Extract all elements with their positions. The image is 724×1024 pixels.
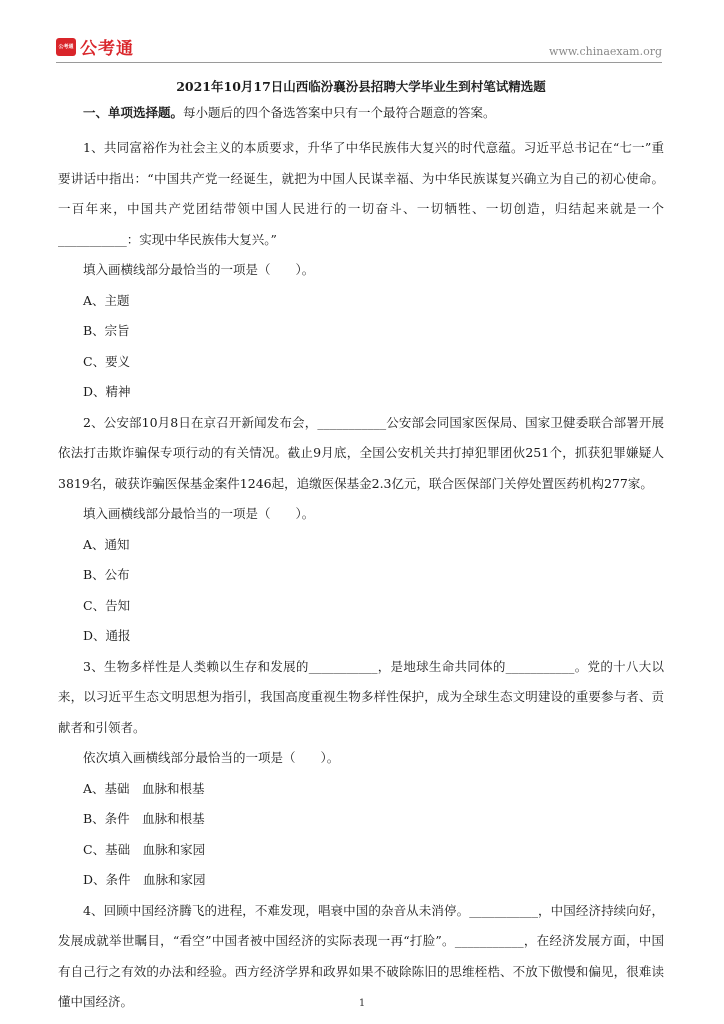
logo-text: 公考通 <box>80 39 134 59</box>
question-prompt: 填入画横线部分最恰当的一项是（ ）。 <box>83 506 315 521</box>
section-heading-label: 一、单项选择题。 <box>83 105 184 120</box>
option-b: B、宗旨 <box>83 323 130 338</box>
option-a: A、通知 <box>83 536 130 552</box>
section-instruction: 每小题后的四个备选答案中只有一个最符合题意的答案。 <box>183 105 496 120</box>
option-c: C、基础 血脉和家园 <box>83 841 206 857</box>
question-2 <box>58 408 664 652</box>
question-stem: 2、公安部10月8日在京召开新闻发布会，___________公安部会同国家医保局、国家卫健委联合部署开展依法打击欺诈骗保专项行动的有关情况。截止9月底，全国公安机关共打掉犯罪团伙251个，抓获犯罪嫌疑人3819名，破获诈骗医保基金案件1246起，追缴医保基金2.3亿元，联合医保部门关停处置医药机构277家。 <box>58 414 664 491</box>
option-b: B、公布 <box>83 567 130 582</box>
option-b: B、条件 血脉和根基 <box>83 811 205 826</box>
brand-logo <box>56 34 134 59</box>
option-a: A、主题 <box>83 292 130 308</box>
question-stem: 3、生物多样性是人类赖以生存和发展的___________，是地球生命共同体的___________。党的十八大以来，以习近平生态文明思想为指引，我国高度重视生物多样性保护，成为全球生态文明建设的重要参与者、贡献者和引领者。 <box>58 658 664 735</box>
option-c: C、要义 <box>83 353 131 369</box>
page-header <box>0 0 724 70</box>
question-3 <box>58 652 664 896</box>
option-d: D、通报 <box>83 628 131 643</box>
question-prompt: 依次填入画横线部分最恰当的一项是（ ）。 <box>83 750 340 765</box>
option-d: D、精神 <box>83 384 131 399</box>
section-heading <box>58 102 664 124</box>
site-url: www.chinaexam.org <box>549 45 662 58</box>
option-d: D、条件 血脉和家园 <box>83 872 206 887</box>
question-stem: 1、共同富裕作为社会主义的本质要求，升华了中华民族伟大复兴的时代意蕴。习近平总书记在“七一”重要讲话中指出：“中国共产党一经诞生，就把为中国人民谋幸福、为中华民族谋复兴确立为自己的初心使命。一百年来，中国共产党团结带领中国人民进行的一切奋斗、一切牺牲、一切创造，归结起来就是一个___________：实现中华民族伟大复兴。” <box>58 140 664 247</box>
question-prompt: 填入画横线部分最恰当的一项是（ ）。 <box>83 262 315 277</box>
logo-badge-icon: 公考通 <box>56 38 76 56</box>
header-divider <box>56 62 662 63</box>
document-body <box>58 76 664 1018</box>
page-number: 1 <box>358 998 366 1009</box>
question-stem: 4、回顾中国经济腾飞的进程，不难发现，唱衰中国的杂音从未消停。___________，中国经济持续向好，发展成就举世瞩目，“看空”中国者被中国经济的实际表现一再“打脸”。___________，在经济发展方面，中国有自己行之有效的办法和经验。西方经济学界和政界如果不破除陈旧的思维桎梏、不放下傲慢和偏见，很难读懂中国经济。 <box>58 902 664 1009</box>
option-a: A、基础 血脉和根基 <box>83 780 205 796</box>
question-1 <box>58 133 664 408</box>
option-c: C、告知 <box>83 597 131 613</box>
document-title: 2021年10月17日山西临汾襄汾县招聘大学毕业生到村笔试精选题 <box>176 79 546 94</box>
